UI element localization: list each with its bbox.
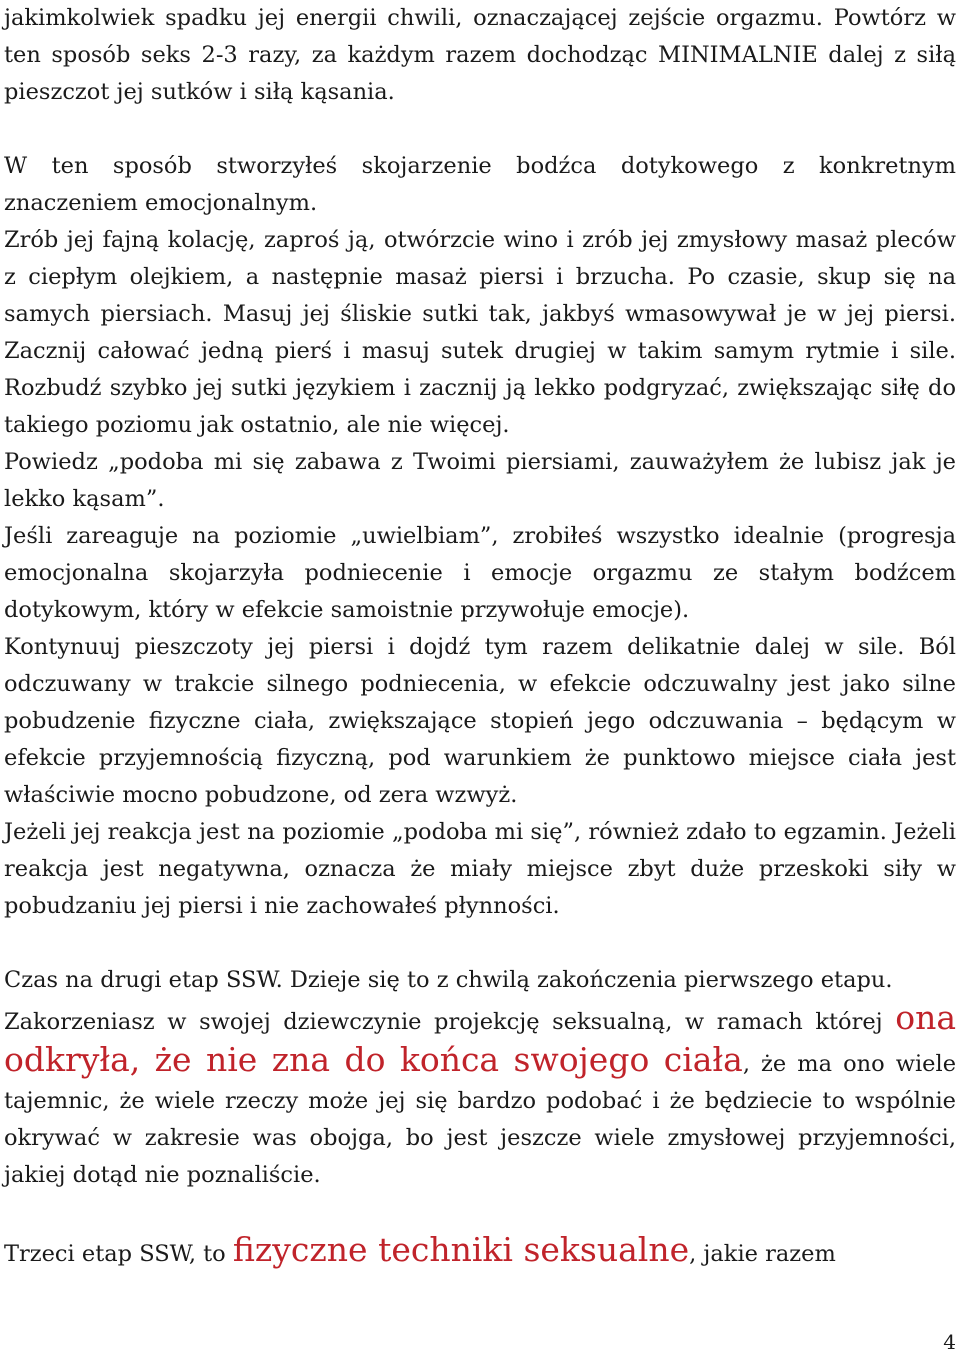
paragraph-association: W ten sposób stworzyłeś skojarzenie bodźca dotykowego z konkretnym znaczeniem emocjonalnym. [4, 153, 956, 216]
paragraph-projection [4, 999, 956, 1194]
paragraph-orgasm-repeat: jakimkolwiek spadku jej energii chwili, oznaczającej zejście orgazmu. Powtórz w ten sposób seks 2-3 razy, za każdym razem dochodząc MINIMALNIE dalej z siłą pieszczot jej sutków i siłą kąsania. [4, 5, 956, 105]
paragraph-third-stage [4, 1231, 956, 1273]
paragraph-second-stage: Czas na drugi etap SSW. Dzieje się to z chwilą zakończenia pierwszego etapu. [4, 967, 893, 993]
paragraph-reaction-like: Jeżeli jej reakcja jest na poziomie „podoba mi się”, również zdało to egzamin. Jeżeli reakcja jest negatywna, oznacza że miały miejsce zbyt duże przeskoki siły w pobudzaniu jej piersi i nie zachowałeś płynności. [4, 819, 956, 919]
third-stage-text-start: Trzeci etap SSW, to [4, 1241, 233, 1267]
projection-text-start: Zakorzeniasz w swojej dziewczynie projekcję seksualną, w ramach której [4, 1009, 896, 1035]
third-stage-highlight: fizyczne techniki seksualne [232, 1230, 690, 1269]
page-number: 4 [943, 1330, 956, 1354]
third-stage-text-end: , jakie razem [689, 1241, 836, 1267]
projection-highlight: ona odkryła, że nie zna do końca swojego ciała [4, 998, 956, 1079]
paragraph-dinner-massage: Zrób jej fajną kolację, zaproś ją, otwórzcie wino i zrób jej zmysłowy masaż pleców z ciepłym olejkiem, a następnie masaż piersi i brzucha. Po czasie, skup się na samych piersiach. Masuj jej śliskie sutki tak, jakbyś wmasowywał je w jej piersi. Zacznij całować jedną pierś i masuj sutek drugiej w takim samym rytmie i sile. Rozbudź szybko jej sutki językiem i zacznij ją lekko podgryzać, zwiększając siłę do takiego poziomu jak ostatnio, ale nie więcej. [4, 227, 956, 438]
paragraph-say-phrase: Powiedz „podoba mi się zabawa z Twoimi piersiami, zauważyłem że lubisz jak je lekko kąsam”. [4, 449, 956, 512]
document-page [4, 0, 956, 1273]
paragraph-continue-caress: Kontynuuj pieszczoty jej piersi i dojdź tym razem delikatnie dalej w sile. Ból odczuwany w trakcie silnego podniecenia, w efekcie odczuwalny jest jako silne pobudzenie fizyczne ciała, zwiększające stopień jego odczuwania – będącym w efekcie przyjemnością fizyczną, pod warunkiem że punktowo miejsce ciała jest właściwie mocno pobudzone, od zera wzwyż. [4, 634, 956, 808]
blank-line [4, 111, 956, 148]
paragraph-reaction-love: Jeśli zareaguje na poziomie „uwielbiam”, zrobiłeś wszystko idealnie (progresja emocjonalna skojarzyła podniecenie i emocje orgazmu ze stałym bodźcem dotykowym, który w efekcie samoistnie przywołuje emocje). [4, 523, 956, 623]
blank-line [4, 925, 956, 962]
blank-line [4, 1194, 956, 1231]
projection-text-end: , że ma ono wiele tajemnic, że wiele rzeczy może jej się bardzo podobać i że będziecie to wspólnie okrywać w zakresie was obojga, bo jest jeszcze wiele zmysłowej przyjemności, jakiej dotąd nie poznaliście. [4, 1051, 957, 1188]
